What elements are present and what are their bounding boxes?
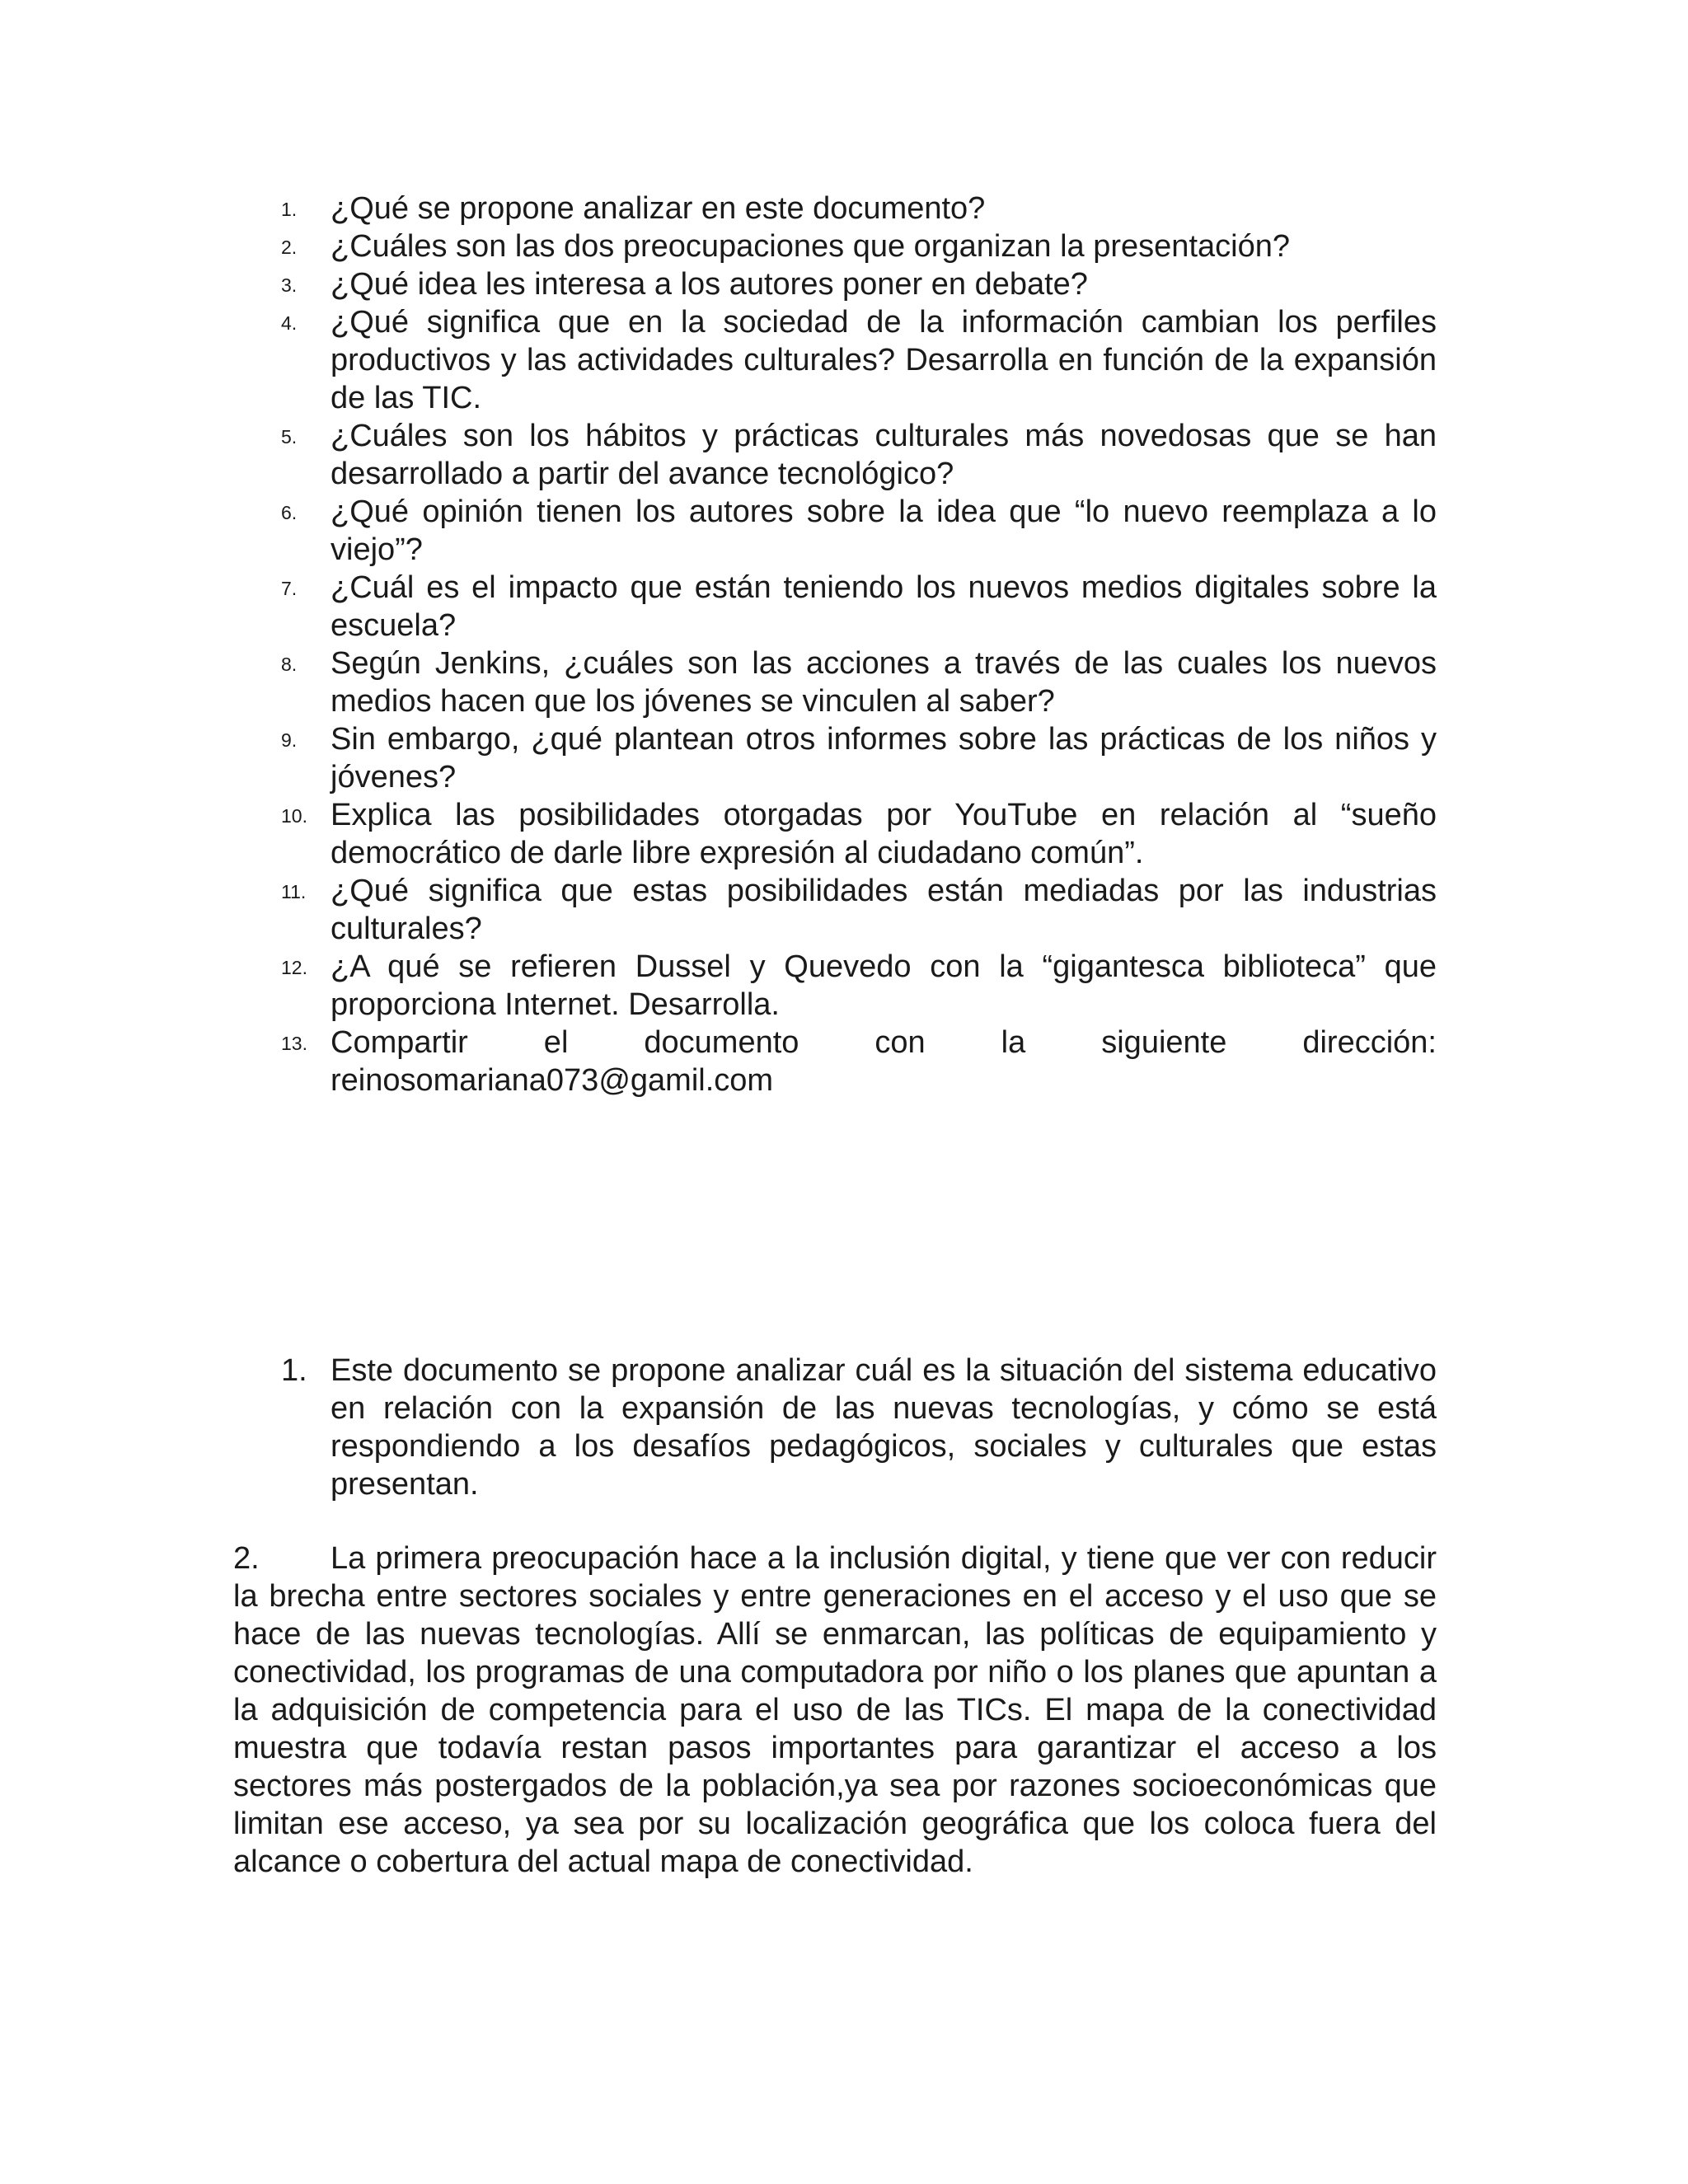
question-text: ¿Qué se propone analizar en este documento? xyxy=(331,191,986,226)
question-number: 4. xyxy=(281,312,298,334)
question-number: 11. xyxy=(281,881,307,902)
question-item xyxy=(233,720,1437,796)
question-text: ¿Cuáles son los hábitos y prácticas culturales más novedosas que se han desarrollado a partir del avance tecnológico? xyxy=(331,419,1437,491)
question-item xyxy=(233,872,1437,948)
question-number: 13. xyxy=(281,1033,307,1054)
question-item xyxy=(233,948,1437,1024)
question-text-line: Compartir el documento con la siguiente dirección: xyxy=(331,1025,1437,1060)
email-address: reinosomariana073@gamil.com xyxy=(331,1063,774,1098)
question-number: 8. xyxy=(281,654,298,675)
question-number: 1. xyxy=(281,199,298,220)
question-text: Explica las posibilidades otorgadas por YouTube en relación al “sueño democrático de darle libre expresión al ciudadano común”. xyxy=(331,798,1437,870)
questions-list xyxy=(233,190,1437,1099)
question-text: Según Jenkins, ¿cuáles son las acciones a través de las cuales los nuevos medios hacen que los jóvenes se vinculen al saber? xyxy=(331,646,1437,719)
question-item xyxy=(233,303,1437,417)
answer-2 xyxy=(233,1540,1437,1881)
question-number: 2. xyxy=(281,237,298,258)
question-item xyxy=(233,493,1437,569)
question-item xyxy=(233,227,1437,265)
answer-text: La primera preocupación hace a la inclusión digital, y tiene que ver con reducir la brecha entre sectores sociales y entre generaciones en el acceso y el uso que se hace de las nuevas tecnologías. Allí se enmarcan, las políticas de equipamiento y conectividad, los programas de una computadora por niño o los planes que apuntan a la adquisición de competencia para el uso de las TICs. El mapa de la conectividad muestra que todavía restan pasos importantes para garantizar el acceso a los sectores más postergados de la población,ya sea por razones socioeconómicas que limitan ese acceso, ya sea por su localización geográfica que los coloca fuera del alcance o cobertura del actual mapa de conectividad. xyxy=(233,1541,1437,1879)
question-number: 6. xyxy=(281,502,298,523)
question-item xyxy=(233,644,1437,720)
question-text: Sin embargo, ¿qué plantean otros informes sobre las prácticas de los niños y jóvenes? xyxy=(331,722,1437,794)
question-item xyxy=(233,1024,1437,1099)
answers-section xyxy=(233,1352,1437,1881)
question-number: 3. xyxy=(281,274,298,296)
question-text: ¿Qué opinión tienen los autores sobre la idea que “lo nuevo reemplaza a lo viejo”? xyxy=(331,494,1437,567)
question-text: ¿A qué se refieren Dussel y Quevedo con la “gigantesca biblioteca” que proporciona Internet. Desarrolla. xyxy=(331,949,1437,1022)
question-item xyxy=(233,796,1437,872)
question-item xyxy=(233,569,1437,644)
answer-number: 1. xyxy=(281,1353,307,1388)
question-text: ¿Cuál es el impacto que están teniendo los nuevos medios digitales sobre la escuela? xyxy=(331,570,1437,643)
question-number: 7. xyxy=(281,578,298,599)
questions-section xyxy=(233,190,1437,1099)
question-text: ¿Qué significa que estas posibilidades están mediadas por las industrias culturales? xyxy=(331,874,1437,946)
question-number: 10. xyxy=(281,805,307,827)
answer-1 xyxy=(233,1352,1437,1503)
question-text: ¿Qué idea les interesa a los autores poner en debate? xyxy=(331,267,1088,302)
question-text: ¿Cuáles son las dos preocupaciones que organizan la presentación? xyxy=(331,229,1290,264)
question-item xyxy=(233,417,1437,493)
question-number: 9. xyxy=(281,729,298,751)
question-item xyxy=(233,265,1437,303)
question-text xyxy=(331,1024,1437,1099)
question-number: 5. xyxy=(281,426,298,448)
question-text: ¿Qué significa que en la sociedad de la información cambian los perfiles productivos y las actividades culturales? Desarrolla en función de la expansión de las TIC. xyxy=(331,305,1437,415)
answer-number: 2. xyxy=(233,1541,260,1576)
answer-text: Este documento se propone analizar cuál es la situación del sistema educativo en relación con la expansión de las nuevas tecnologías, y cómo se está respondiendo a los desafíos pedagógicos, sociales y culturales que estas presentan. xyxy=(331,1353,1437,1502)
question-number: 12. xyxy=(281,957,307,978)
question-item xyxy=(233,190,1437,227)
